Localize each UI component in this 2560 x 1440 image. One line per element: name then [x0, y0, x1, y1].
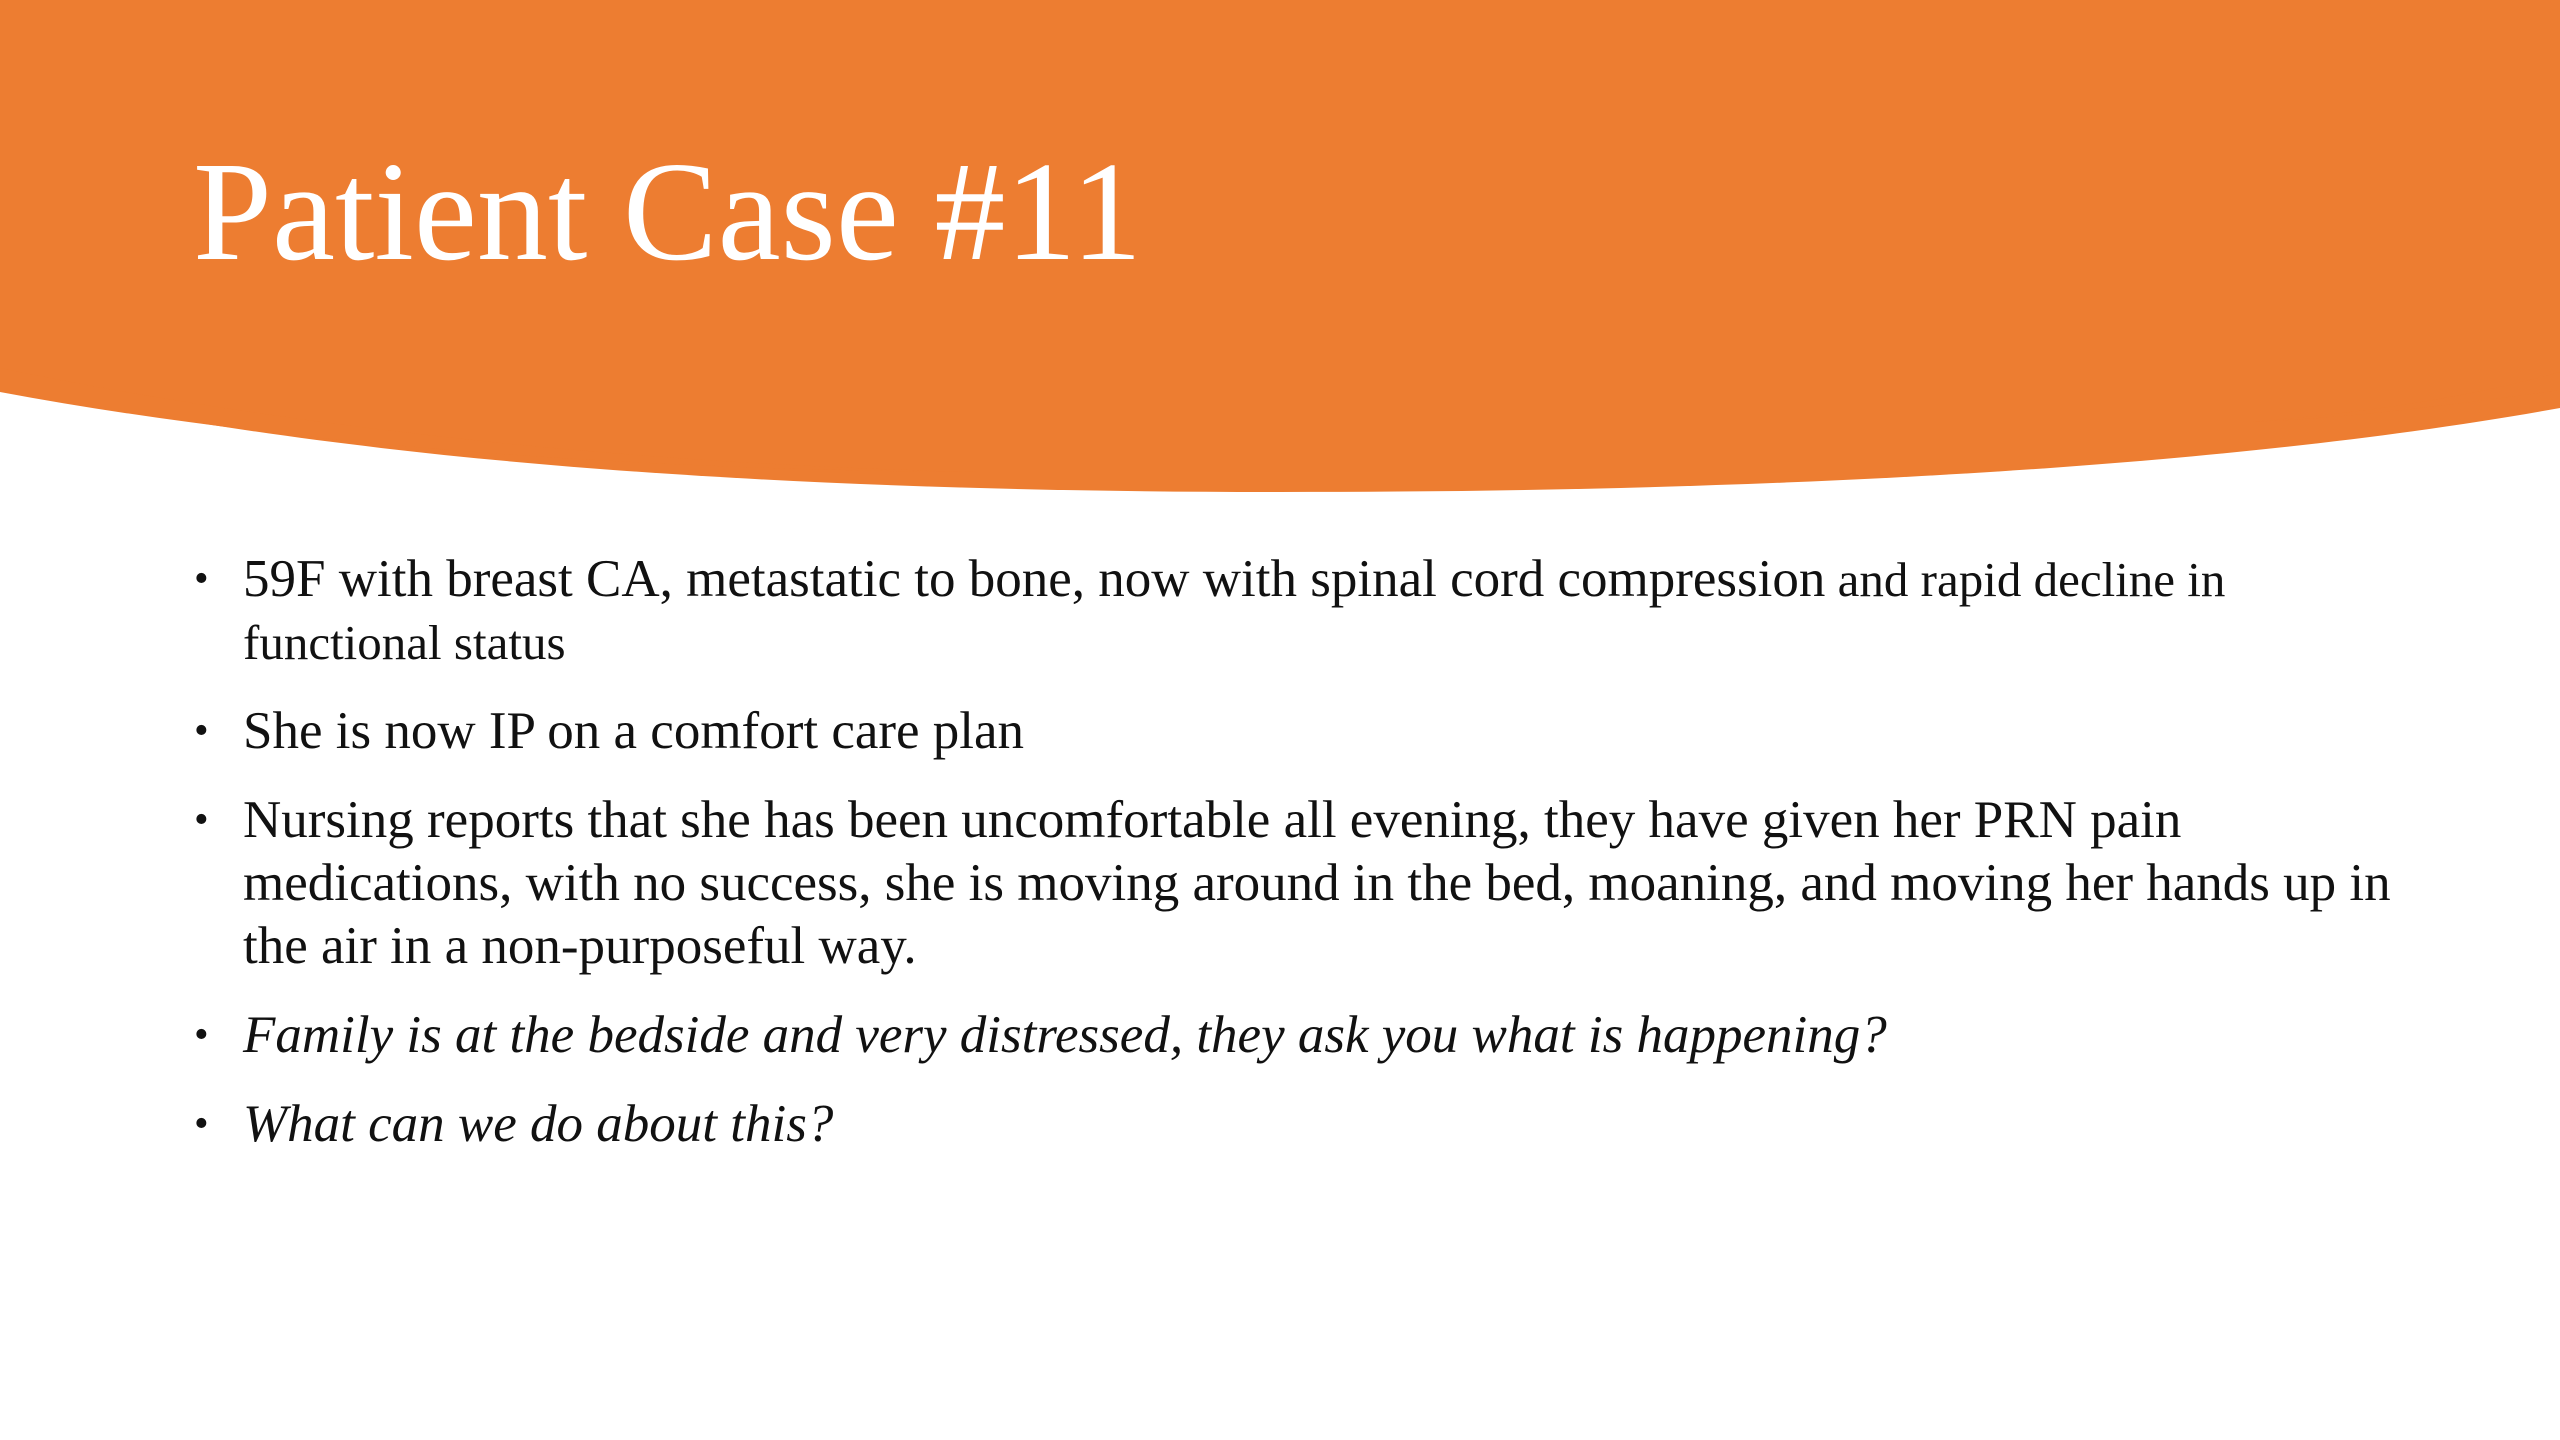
bullet-text: What can we do about this?: [243, 1095, 834, 1153]
bullet-dot: •: [194, 708, 209, 754]
bullet-item-nursing-report: [190, 789, 2430, 978]
slide-title: Patient Case #11: [193, 132, 1143, 290]
bullet-text: Nursing reports that she has been uncomfortable all evening, they have given her PRN pain medications, with no success, she is moving around in the bed, moaning, and moving her hands up in the air in a non-purposeful way.: [243, 791, 2391, 975]
bullet-text-tail: and rapid decline in functional status: [243, 552, 2226, 670]
bullet-text-main: 59F with breast CA, metastatic to bone, now with spinal cord compression: [243, 550, 1826, 608]
bullet-item-what-can-we-do: [190, 1093, 2430, 1156]
bullet-text: Family is at the bedside and very distressed, they ask you what is happening?: [243, 1006, 1887, 1064]
bullet-item-care-plan: [190, 700, 2430, 763]
bullet-dot: •: [194, 1012, 209, 1058]
bullet-dot: •: [194, 556, 209, 602]
bullet-text: She is now IP on a comfort care plan: [243, 702, 1025, 760]
bullet-item-diagnosis: [190, 548, 2430, 674]
bullet-dot: •: [194, 797, 209, 843]
bullet-item-family-question: [190, 1004, 2430, 1067]
bullet-dot: •: [194, 1101, 209, 1147]
bullet-list: [190, 548, 2430, 1182]
